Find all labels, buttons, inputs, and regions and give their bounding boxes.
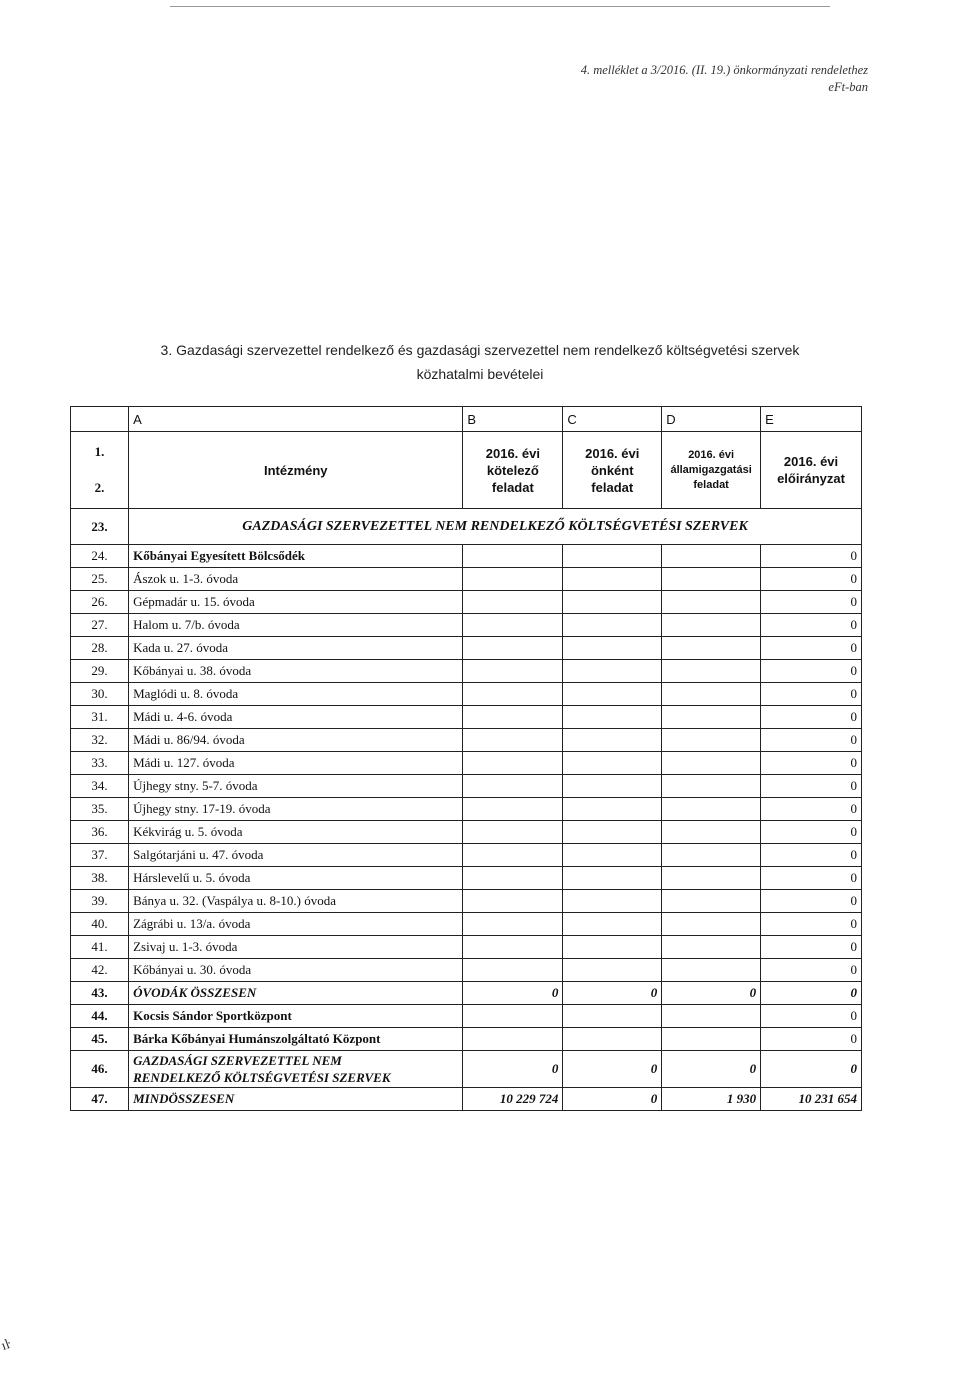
value-e: 0 [761,867,862,890]
table-row [71,775,862,798]
table-row [71,637,862,660]
row-num: 27. [71,614,129,637]
value-d [662,890,761,913]
row-name: Halom u. 7/b. óvoda [129,614,463,637]
annex-title: 4. melléklet a 3/2016. (II. 19.) önkormányzati rendelethez [580,63,868,77]
header-b-line1: 2016. évi [485,445,540,461]
value-b: 0 [463,982,563,1005]
row-name: Zsivaj u. 1-3. óvoda [129,936,463,959]
annex-reference [581,62,868,96]
value-b [463,1005,563,1028]
value-b [463,775,563,798]
value-b [463,844,563,867]
row-name: Hárslevelű u. 5. óvoda [129,867,463,890]
value-c: 0 [563,982,662,1005]
row-name: Kada u. 27. óvoda [129,637,463,660]
value-d [662,752,761,775]
value-b [463,706,563,729]
column-letter-row [71,407,862,432]
header-eloiranyzat [761,432,862,509]
value-b [463,729,563,752]
column-letter-b: B [463,407,563,432]
corner-cell [71,407,129,432]
value-e: 0 [761,591,862,614]
value-e: 0 [761,614,862,637]
row-num: 28. [71,637,129,660]
row-name: Maglódi u. 8. óvoda [129,683,463,706]
section-title: GAZDASÁGI SZERVEZETTEL NEM RENDELKEZŐ KÖLTSÉGVETÉSI SZERVEK [129,509,862,545]
value-b [463,591,563,614]
value-c [563,775,662,798]
value-b [463,798,563,821]
value-d: 0 [662,982,761,1005]
section-row [71,509,862,545]
value-e: 0 [761,959,862,982]
row-name: MINDÖSSZESEN [129,1088,463,1111]
value-b [463,568,563,591]
header-e-line1: 2016. évi [783,454,839,469]
value-b [463,637,563,660]
value-d: 1 930 [662,1088,761,1111]
table-row [71,936,862,959]
table-row [71,821,862,844]
row-name: Mádi u. 86/94. óvoda [129,729,463,752]
table-row [71,913,862,936]
value-b [463,821,563,844]
table-row [71,683,862,706]
row-name-line1: GAZDASÁGI SZERVEZETTEL NEM [133,1053,342,1068]
row-num: 43. [71,982,129,1005]
value-e: 0 [761,637,862,660]
value-d [662,614,761,637]
value-c [563,959,662,982]
value-c [563,936,662,959]
row-name: Zágrábi u. 13/a. óvoda [129,913,463,936]
value-b [463,936,563,959]
table-row [71,890,862,913]
row-num: 26. [71,591,129,614]
row-name: Bánya u. 32. (Vaspálya u. 8-10.) óvoda [129,890,463,913]
value-e: 0 [761,1051,862,1088]
grand-total-row [71,1088,862,1111]
value-e: 0 [761,706,862,729]
value-d [662,1028,761,1051]
row-num: 35. [71,798,129,821]
table-row [71,959,862,982]
table-row [71,614,862,637]
value-b [463,959,563,982]
document-subtitle: közhatalmi bevételei [416,366,544,382]
value-b [463,660,563,683]
value-b [463,545,563,568]
header-c-line3: feladat [591,479,634,495]
row-name: Ászok u. 1-3. óvoda [129,568,463,591]
value-d [662,844,761,867]
row-num: 37. [71,844,129,867]
row-name: Kékvirág u. 5. óvoda [129,821,463,844]
value-d: 0 [662,1051,761,1088]
row-num: 24. [71,545,129,568]
row-num: 30. [71,683,129,706]
table-row [71,798,862,821]
value-b [463,614,563,637]
value-c [563,614,662,637]
table-row [71,706,862,729]
row-number-1: 1. [94,444,105,459]
row-name: Kőbányai Egyesített Bölcsődék [129,545,463,568]
header-kotelezo [463,432,563,509]
value-e: 0 [761,568,862,591]
row-num: 32. [71,729,129,752]
section-number: 23. [71,509,129,545]
row-name: Kocsis Sándor Sportközpont [129,1005,463,1028]
value-d [662,913,761,936]
value-c [563,821,662,844]
value-d [662,683,761,706]
row-num: 45. [71,1028,129,1051]
header-c-line2: önként [590,462,634,478]
row-num: 44. [71,1005,129,1028]
value-c [563,683,662,706]
value-c [563,568,662,591]
row-name: Kőbányai u. 30. óvoda [129,959,463,982]
row-num: 31. [71,706,129,729]
value-d [662,798,761,821]
table-row [71,752,862,775]
table-row [71,660,862,683]
value-c [563,637,662,660]
value-c [563,844,662,867]
table-row [71,568,862,591]
value-e: 0 [761,936,862,959]
header-b-line3: feladat [491,479,534,495]
value-b: 10 229 724 [463,1088,563,1111]
value-c [563,660,662,683]
header-c-line1: 2016. évi [585,445,640,461]
value-e: 0 [761,798,862,821]
value-e: 0 [761,545,862,568]
column-letter-a: A [129,407,463,432]
row-name: Kőbányai u. 38. óvoda [129,660,463,683]
value-b [463,867,563,890]
value-d [662,959,761,982]
row-name: Gépmadár u. 15. óvoda [129,591,463,614]
column-letter-e: E [761,407,862,432]
value-d [662,729,761,752]
row-num: 39. [71,890,129,913]
value-e: 0 [761,821,862,844]
header-onkent [563,432,662,509]
header-row-numbers [71,432,129,509]
header-d-line3: feladat [693,478,729,491]
row-num: 40. [71,913,129,936]
row-num: 29. [71,660,129,683]
table-row [71,729,862,752]
row-num: 47. [71,1088,129,1111]
value-b [463,913,563,936]
row-name: Mádi u. 4-6. óvoda [129,706,463,729]
value-d [662,660,761,683]
value-e: 0 [761,683,862,706]
row-number-2: 2. [94,480,105,495]
header-allamigazgatasi [662,432,761,509]
value-c: 0 [563,1088,662,1111]
value-c [563,1028,662,1051]
value-c [563,890,662,913]
scan-top-rule [170,6,830,7]
value-e: 0 [761,775,862,798]
value-e: 0 [761,729,862,752]
row-num: 34. [71,775,129,798]
value-e: 10 231 654 [761,1088,862,1111]
value-c [563,913,662,936]
summary-row-ovodak [71,982,862,1005]
value-d [662,545,761,568]
row-name: Mádi u. 127. óvoda [129,752,463,775]
column-letter-d: D [662,407,761,432]
value-e: 0 [761,890,862,913]
value-c [563,729,662,752]
column-letter-c: C [563,407,662,432]
value-b [463,1028,563,1051]
row-num: 46. [71,1051,129,1088]
currency-unit: eFt-ban [828,80,868,94]
row-name [129,1051,463,1088]
header-d-line2: államigazgatási [670,463,752,476]
value-d [662,706,761,729]
summary-row-sportkozpont [71,1005,862,1028]
header-e-line2: előirányzat [777,471,845,486]
value-e: 0 [761,913,862,936]
value-e: 0 [761,752,862,775]
value-b [463,890,563,913]
table-row [71,867,862,890]
value-b: 0 [463,1051,563,1088]
value-d [662,936,761,959]
value-e: 0 [761,660,862,683]
row-num: 41. [71,936,129,959]
value-d [662,637,761,660]
value-d [662,1005,761,1028]
row-num: 36. [71,821,129,844]
row-name: Újhegy stny. 5-7. óvoda [129,775,463,798]
value-d [662,821,761,844]
header-d-line1: 2016. évi [688,448,735,461]
row-num: 33. [71,752,129,775]
institution-rows [71,545,862,982]
row-name: Újhegy stny. 17-19. óvoda [129,798,463,821]
value-c: 0 [563,1051,662,1088]
value-c [563,798,662,821]
document-title: 3. Gazdasági szervezettel rendelkező és gazdasági szervezettel nem rendelkező költségvetési szervek [160,342,800,358]
value-c [563,545,662,568]
value-d [662,568,761,591]
value-b [463,752,563,775]
value-c [563,1005,662,1028]
row-num: 38. [71,867,129,890]
column-header-row [71,432,862,509]
value-c [563,591,662,614]
value-c [563,706,662,729]
value-c [563,752,662,775]
header-intezmeny: Intézmény [129,432,463,509]
row-name: Salgótarjáni u. 47. óvoda [129,844,463,867]
table-row [71,591,862,614]
row-name-line2: RENDELKEZŐ KÖLTSÉGVETÉSI SZERVEK [133,1070,391,1085]
row-num: 42. [71,959,129,982]
value-c [563,867,662,890]
table-row [71,844,862,867]
value-e: 0 [761,982,862,1005]
value-e: 0 [761,1028,862,1051]
value-e: 0 [761,844,862,867]
row-name: ÓVODÁK ÖSSZESEN [129,982,463,1005]
section-total-row [71,1051,862,1088]
row-name: Bárka Kőbányai Humánszolgáltató Központ [129,1028,463,1051]
value-b [463,683,563,706]
value-e: 0 [761,1005,862,1028]
value-d [662,775,761,798]
value-d [662,867,761,890]
row-num: 25. [71,568,129,591]
table-row [71,545,862,568]
scan-margin-mark: ıŀ [0,1336,13,1355]
header-b-line2: kötelező [486,462,539,478]
value-d [662,591,761,614]
summary-row-humanszolgaltato [71,1028,862,1051]
budget-table [70,406,862,1111]
